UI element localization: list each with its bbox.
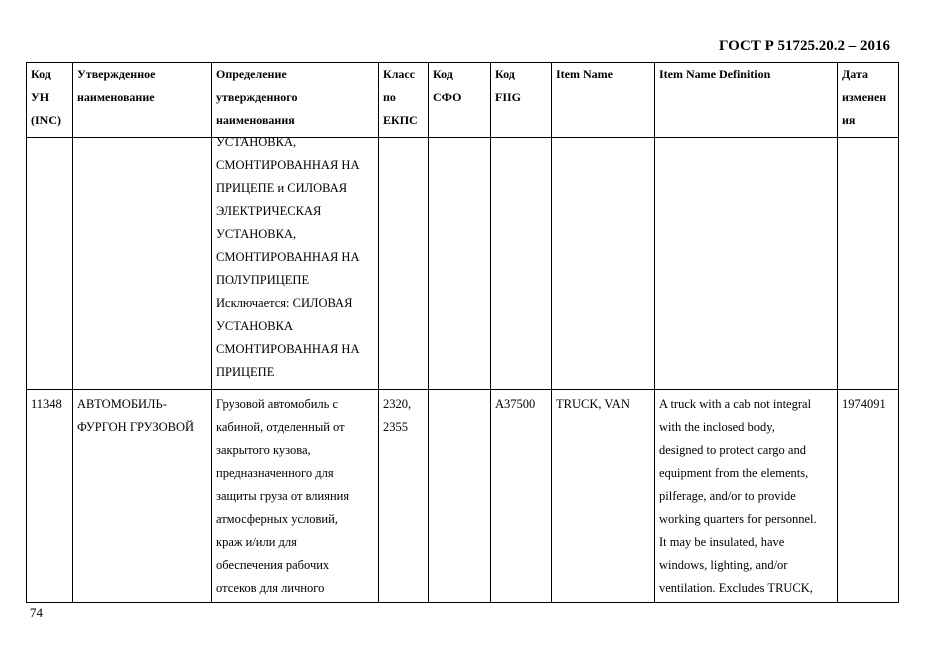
cell-fiig: A37500 bbox=[491, 390, 552, 603]
document-header: ГОСТ Р 51725.20.2 – 2016 bbox=[718, 38, 890, 54]
cell-item-definition bbox=[655, 390, 838, 603]
header-line: Код bbox=[31, 67, 51, 81]
cell-item-name bbox=[552, 138, 655, 390]
cell-sfo bbox=[429, 390, 491, 603]
cell-definition bbox=[212, 390, 379, 603]
header-line: (INC) bbox=[31, 113, 61, 127]
cell-text-line: with the inclosed body, bbox=[659, 420, 775, 434]
cell-text-line: ПОЛУПРИЦЕПЕ bbox=[216, 273, 310, 287]
cell-text-line: 2355 bbox=[383, 420, 408, 434]
header-line: СФО bbox=[433, 90, 462, 104]
header-line: Класс bbox=[383, 67, 416, 81]
header-line: Код bbox=[495, 67, 515, 81]
cell-inc: 11348 bbox=[27, 390, 73, 603]
cell-text-line: УСТАНОВКА, bbox=[216, 137, 297, 149]
cell-text-line: АВТОМОБИЛЬ- bbox=[77, 397, 167, 411]
header-inc bbox=[27, 63, 73, 138]
cell-text-line: СМОНТИРОВАННАЯ НА bbox=[216, 158, 360, 172]
header-line: Код bbox=[433, 67, 453, 81]
header-line: утвержденного bbox=[216, 90, 298, 104]
header-sfo bbox=[429, 63, 491, 138]
header-line: Item Name Definition bbox=[659, 67, 771, 81]
cell-text-line: equipment from the elements, bbox=[659, 466, 809, 480]
cell-text-line: ФУРГОН ГРУЗОВОЙ bbox=[77, 420, 195, 434]
cell-text-line: СМОНТИРОВАННАЯ НА bbox=[216, 250, 360, 264]
cell-text-line: pilferage, and/or to provide bbox=[659, 489, 796, 503]
cell-text-line: обеспечения рабочих bbox=[216, 558, 330, 572]
header-definition bbox=[212, 63, 379, 138]
cell-text-line: ПРИЦЕПЕ bbox=[216, 365, 275, 379]
cell-text-line: ЭЛЕКТРИЧЕСКАЯ bbox=[216, 204, 322, 218]
cell-class bbox=[379, 138, 429, 390]
cell-text-line: краж и/или для bbox=[216, 535, 297, 549]
cell-text-line: ПРИЦЕПЕ и СИЛОВАЯ bbox=[216, 181, 348, 195]
cell-item-name: TRUCK, VAN bbox=[552, 390, 655, 603]
table-row-entry bbox=[27, 390, 899, 603]
cell-item-definition bbox=[655, 138, 838, 390]
cell-change-date bbox=[838, 138, 899, 390]
cell-text-line: It may be insulated, have bbox=[659, 535, 785, 549]
cell-text-line: предназначенного для bbox=[216, 466, 334, 480]
cell-name bbox=[73, 138, 212, 390]
cell-text-line: A truck with a cab not integral bbox=[659, 397, 812, 411]
cell-text-line: designed to protect cargo and bbox=[659, 443, 806, 457]
header-line: Утвержденное bbox=[77, 67, 156, 81]
table-header-row bbox=[27, 63, 899, 138]
header-line: наименование bbox=[77, 90, 155, 104]
header-line: FIIG bbox=[495, 90, 522, 104]
cell-name bbox=[73, 390, 212, 603]
cell-fiig bbox=[491, 138, 552, 390]
page-number: 74 bbox=[30, 605, 43, 620]
cell-text-line: СМОНТИРОВАННАЯ НА bbox=[216, 342, 360, 356]
header-line: Дата bbox=[842, 67, 868, 81]
header-change-date bbox=[838, 63, 899, 138]
header-approved-name bbox=[73, 63, 212, 138]
header-class bbox=[379, 63, 429, 138]
table-row-continuation bbox=[27, 138, 899, 390]
header-line: ЕКПС bbox=[383, 113, 418, 127]
cell-change-date: 1974091 bbox=[838, 390, 899, 603]
cell-text-line: кабиной, отделенный от bbox=[216, 420, 345, 434]
header-line: наименования bbox=[216, 113, 295, 127]
header-item-definition bbox=[655, 63, 838, 138]
codification-table bbox=[26, 62, 899, 603]
cell-inc bbox=[27, 138, 73, 390]
cell-text-line: Грузовой автомобиль с bbox=[216, 397, 339, 411]
cell-text-line: Исключается: СИЛОВАЯ bbox=[216, 296, 353, 310]
header-line: изменен bbox=[842, 90, 887, 104]
header-fiig bbox=[491, 63, 552, 138]
header-line: Определение bbox=[216, 67, 287, 81]
cell-text-line: ventilation. Excludes TRUCK, bbox=[659, 581, 813, 595]
header-line: Item Name bbox=[556, 67, 613, 81]
cell-class bbox=[379, 390, 429, 603]
header-item-name bbox=[552, 63, 655, 138]
header-line: УН bbox=[31, 90, 50, 104]
header-line: ия bbox=[842, 113, 856, 127]
cell-text-line: отсеков для личного bbox=[216, 581, 325, 595]
cell-sfo bbox=[429, 138, 491, 390]
cell-text-line: working quarters for personnel. bbox=[659, 512, 817, 526]
cell-text-line: атмосферных условий, bbox=[216, 512, 338, 526]
cell-definition bbox=[212, 138, 379, 390]
cell-text-line: windows, lighting, and/or bbox=[659, 558, 788, 572]
cell-text-line: УСТАНОВКА, bbox=[216, 227, 297, 241]
header-line: по bbox=[383, 90, 396, 104]
cell-text-line: УСТАНОВКА bbox=[216, 319, 293, 333]
cell-text-line: закрытого кузова, bbox=[216, 443, 311, 457]
cell-text-line: 2320, bbox=[383, 397, 412, 411]
cell-text-line: защиты груза от влияния bbox=[216, 489, 350, 503]
